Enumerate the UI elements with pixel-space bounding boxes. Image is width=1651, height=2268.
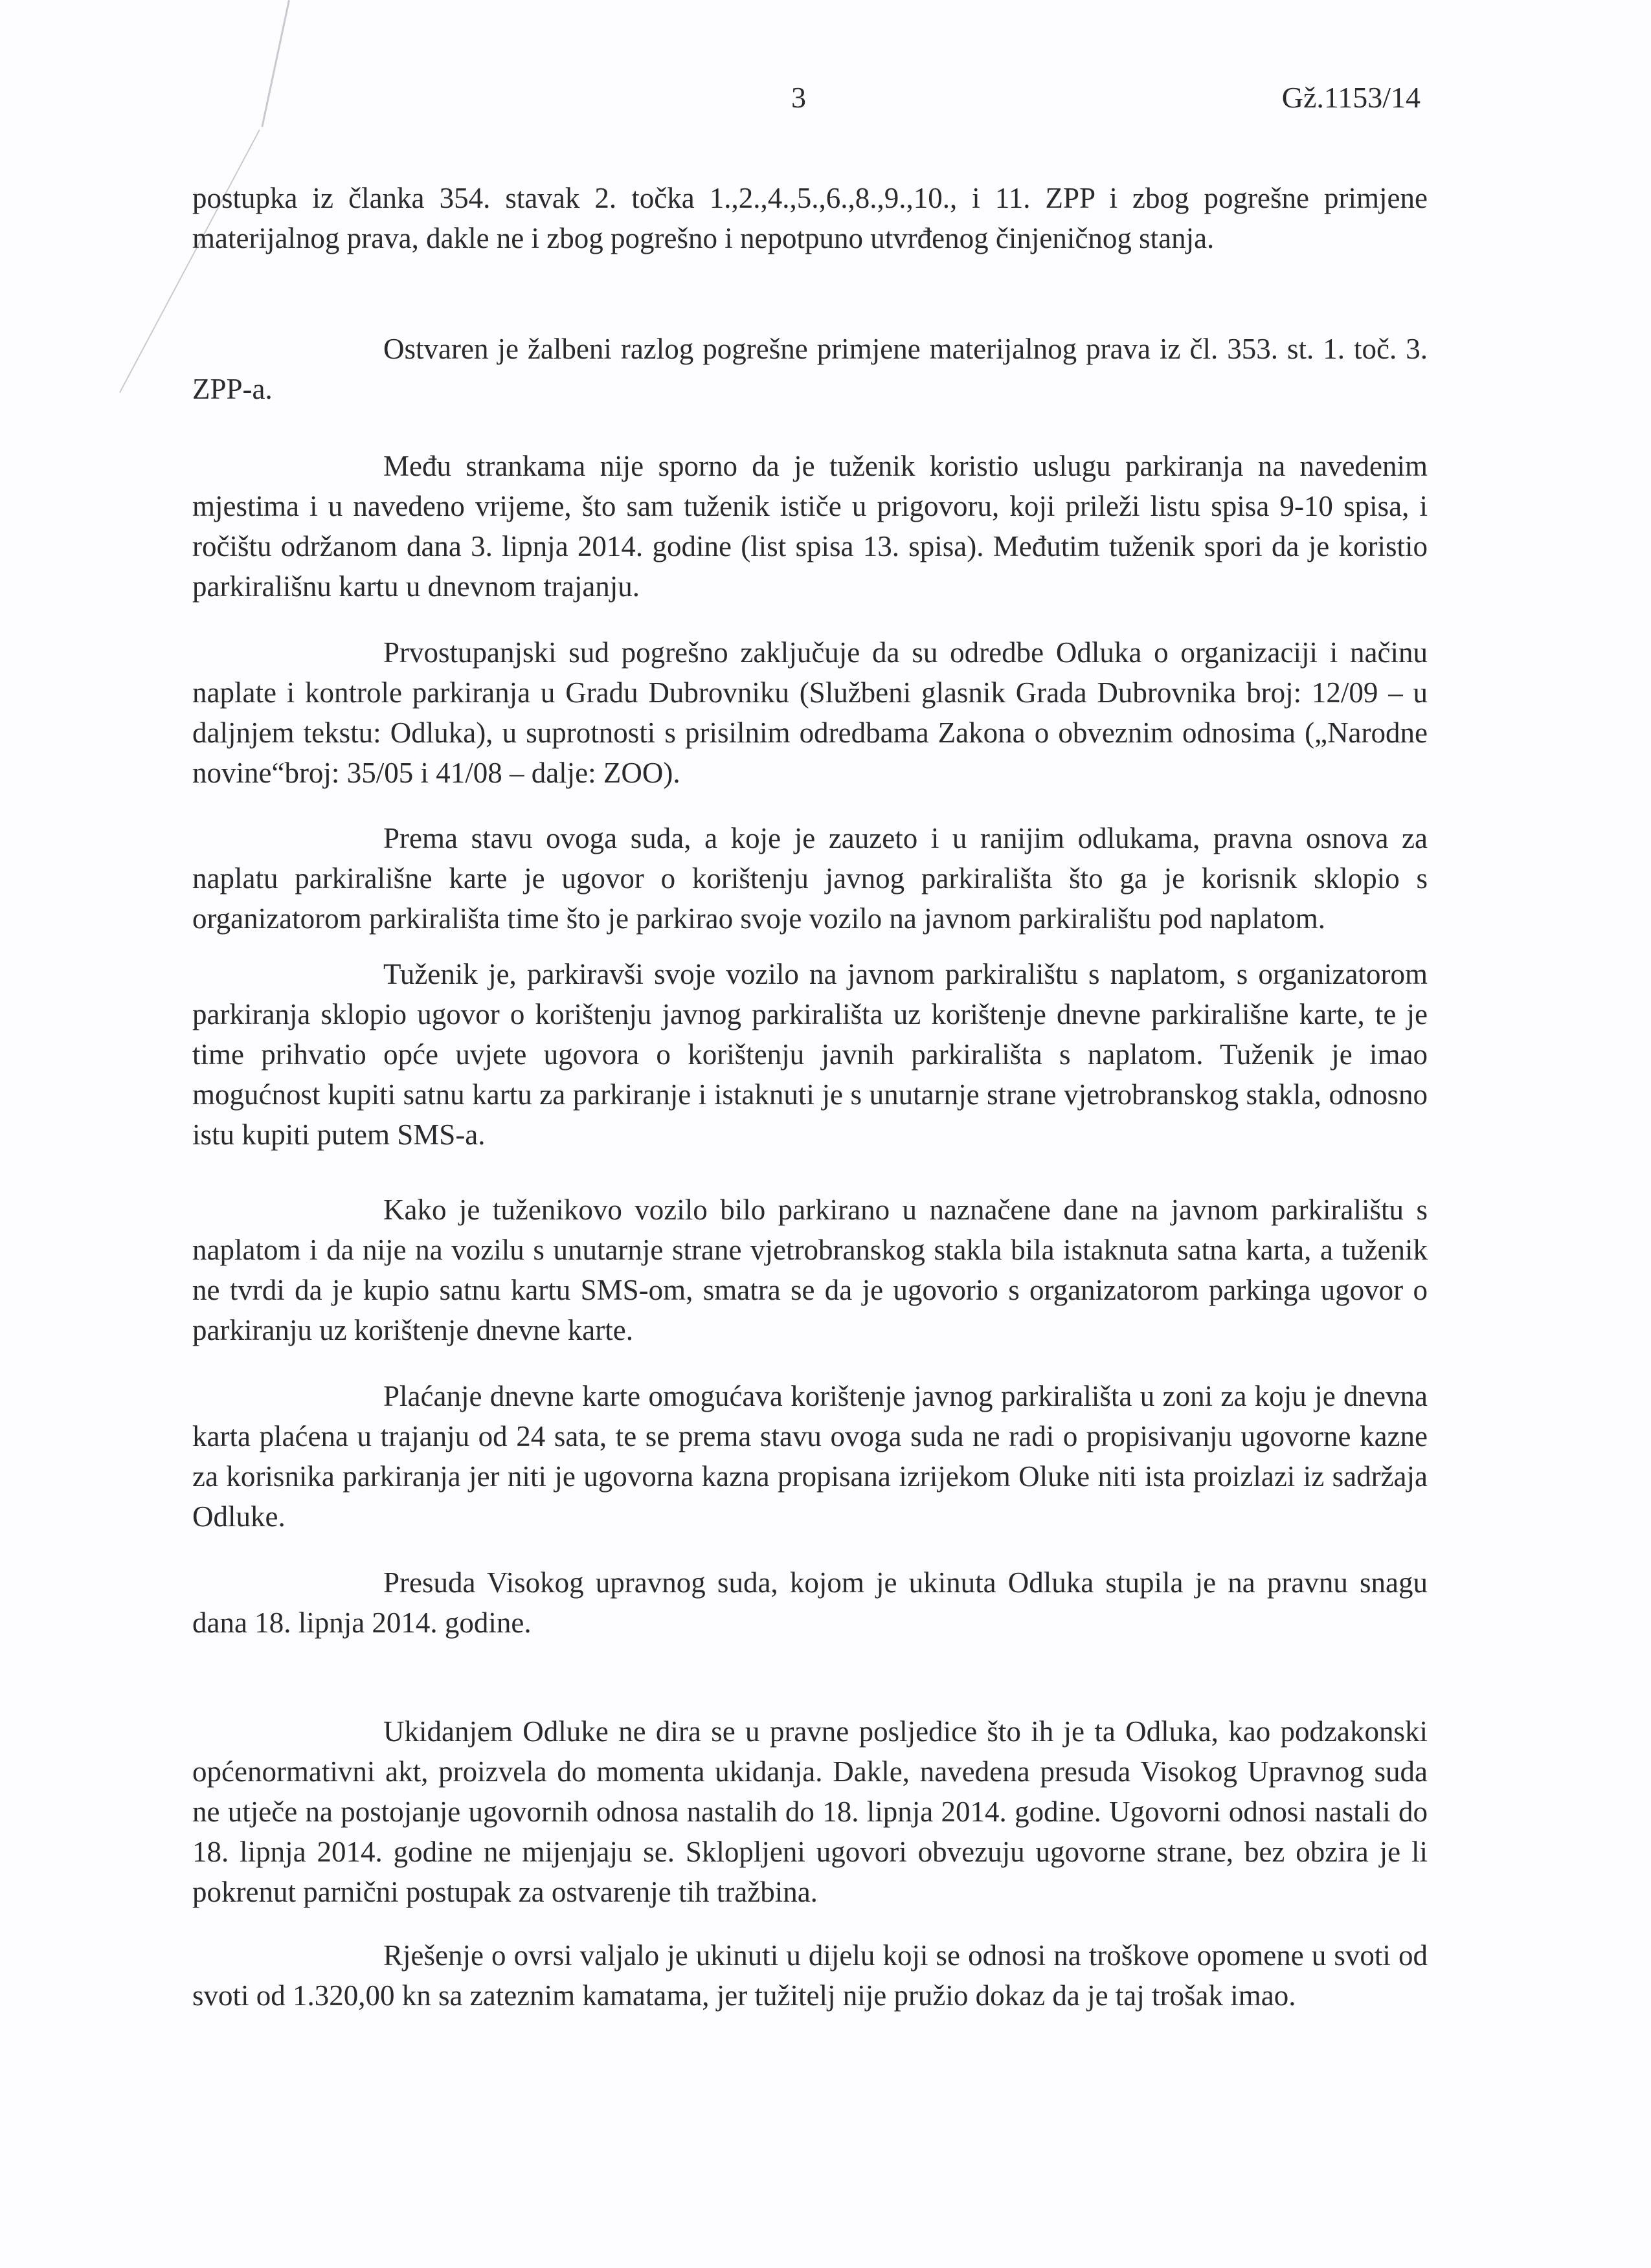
paragraph: Ostvaren je žalbeni razlog pogrešne primjene materijalnog prava iz čl. 353. st. 1. toč. 3. ZPP-a. — [192, 333, 1428, 405]
case-reference: Gž.1153/14 — [1281, 81, 1421, 114]
paragraph: postupka iz članka 354. stavak 2. točka 1.,2.,4.,5.,6.,8.,9.,10., i 11. ZPP i zbog pogrešne primjene materijalnog prava, dakle ne i zbog pogrešno i nepotpuno utvrđenog činjeničnog stanja. — [192, 182, 1428, 254]
paragraph: Prema stavu ovoga suda, a koje je zauzeto i u ranijim odlukama, pravna osnova za naplatu parkirališne karte je ugovor o korištenju javnog parkirališta što ga je korisnik sklopio s organizatorom parkirališta time što je parkirao svoje vozilo na javnom parkiralištu pod naplatom. — [192, 822, 1428, 935]
paragraph: Tuženik je, parkiravši svoje vozilo na javnom parkiralištu s naplatom, s organizatorom parkiranja sklopio ugovor o korištenju javnog parkirališta uz korištenje dnevne parkirališne karte, te je time prihvatio opće uvjete ugovora o korištenju javnih parkirališta s naplatom. Tuženik je imao mogućnost kupiti satnu kartu za parkiranje i istaknuti je s unutarnje strane vjetrobranskog stakla, odnosno istu kupiti putem SMS-a. — [192, 958, 1428, 1151]
paragraph: Prvostupanjski sud pogrešno zaključuje da su odredbe Odluka o organizaciji i načinu naplate i kontrole parkiranja u Gradu Dubrovniku (Službeni glasnik Grada Dubrovnika broj: 12/09 – u daljnjem tekstu: Odluka), u suprotnosti s prisilnim odredbama Zakona o obveznim odnosima („Narodne novine“broj: 35/05 i 41/08 – dalje: ZOO). — [192, 636, 1428, 789]
scan-artifact-line — [261, 0, 290, 127]
paragraph: Među strankama nije sporno da je tuženik koristio uslugu parkiranja na navedenim mjestima i u navedeno vrijeme, što sam tuženik ističe u prigovoru, koji priležі listu spisa 9-10 spisa, i ročištu održanom dana 3. lipnja 2014. godine (list spisa 13. spisa). Međutim tuženik spori da je koristio parkirališnu kartu u dnevnom trajanju. — [192, 450, 1428, 603]
paragraph: Plaćanje dnevne karte omogućava korištenje javnog parkirališta u zoni za koju je dnevna karta plaćena u trajanju od 24 sata, te se prema stavu ovoga suda ne radi o propisivanju ugovorne kazne za korisnika parkiranja jer niti je ugovorna kazna propisana izrijekom Oluke niti ista proizlazi iz sadržaja Odluke. — [192, 1380, 1428, 1533]
paragraph: Ukidanjem Odluke ne dira se u pravne posljedice što ih je ta Odluka, kao podzakonski općenormativni akt, proizvela do momenta ukidanja. Dakle, navedena presuda Visokog Upravnog suda ne utječe na postojanje ugovornih odnosa nastalih do 18. lipnja 2014. godine. Ugovorni odnosi nastali do 18. lipnja 2014. godine ne mijenjaju se. Sklopljeni ugovori obvezuju ugovorne strane, bez obzira je li pokrenut parnični postupak za ostvarenje tih tražbina. — [192, 1715, 1428, 1908]
paragraph: Presuda Visokog upravnog suda, kojom je ukinuta Odluka stupila je na pravnu snagu dana 18. lipnja 2014. godine. — [192, 1566, 1428, 1639]
paragraph: Rješenje o ovrsi valjalo je ukinuti u dijelu koji se odnosi na troškove opomene u svoti od svoti od 1.320,00 kn sa zateznim kamatama, jer tužitelj nije pružio dokaz da je taj trošak imao. — [192, 1939, 1428, 2012]
paragraph: Kako je tuženikovo vozilo bilo parkirano u naznačene dane na javnom parkiralištu s naplatom i da nije na vozilu s unutarnje strane vjetrobranskog stakla bila istaknuta satna karta, a tuženik ne tvrdi da je kupio satnu kartu SMS-om, smatra se da je ugovorio s organizatorom parkinga ugovor o parkiranju uz korištenje dnevne karte. — [192, 1194, 1428, 1346]
page-number: 3 — [791, 81, 806, 114]
